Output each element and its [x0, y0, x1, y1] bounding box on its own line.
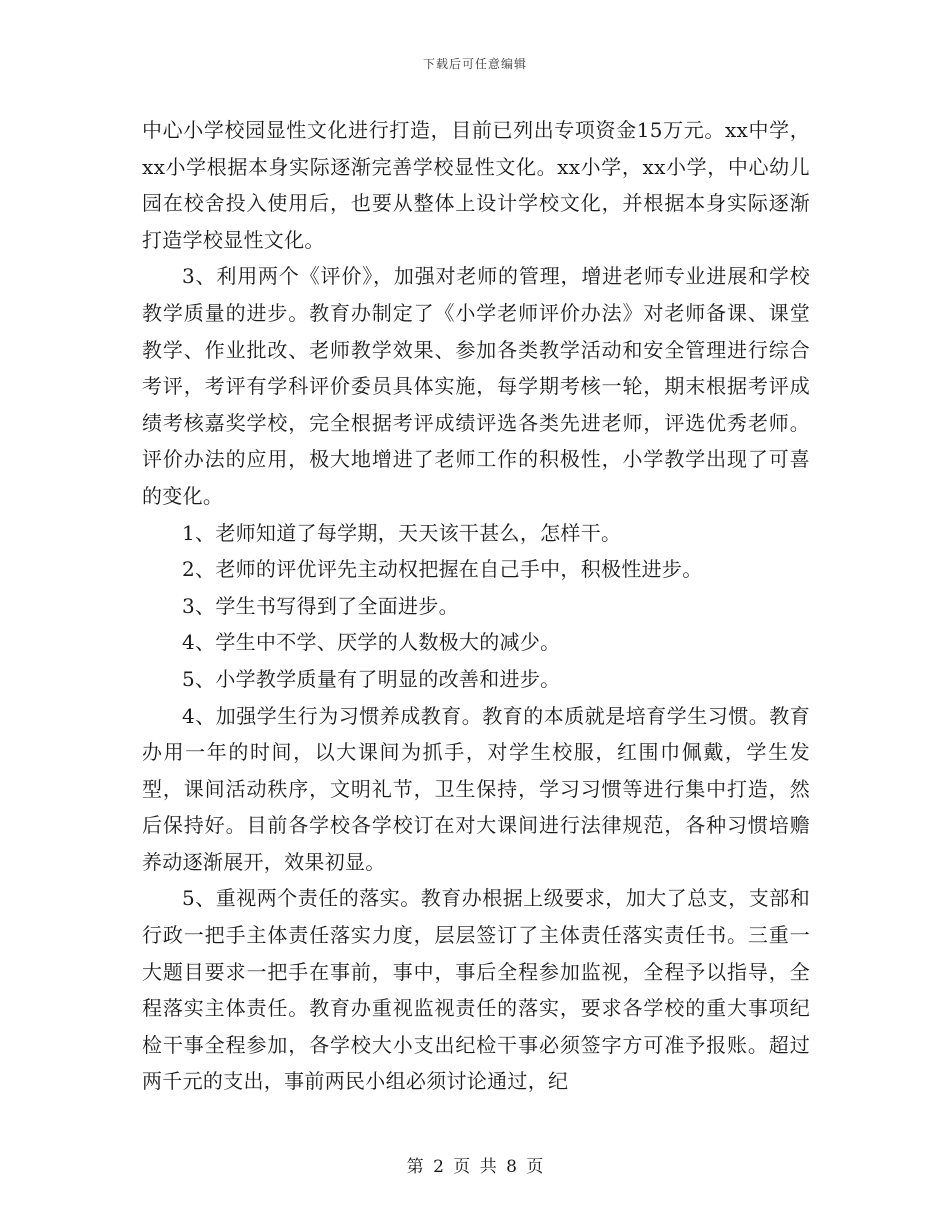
- paragraph: 3、利用两个《评价》，加强对老师的管理，增进老师专业进展和学校教学质量的进步。教育办制定了《小学老师评价办法》对老师备课、课堂教学、作业批改、老师教学效果、参加各类教学活动和安全管理进行综合考评，考评有学科评价委员具体实施，每学期考核一轮，期末根据考评成绩考核嘉奖学校，完全根据考评成绩评选各类先进老师，评选优秀老师。评价办法的应用，极大地增进了老师工作的积极性，小学教学出现了可喜的变化。: [142, 264, 810, 508]
- page-number: 第 2 页 共 8 页: [406, 1157, 544, 1177]
- list-item: 1、老师知道了每学期，天天该干甚么，怎样干。: [182, 520, 622, 545]
- paragraph: 中心小学校园显性文化进行打造，目前已列出专项资金15万元。xx中学，xx小学根据本身实际逐渐完善学校显性文化。xx小学，xx小学，中心幼儿园在校舍投入使用后，也要从整体上设计学校文化，并根据本身实际逐渐打造学校显性文化。: [142, 118, 810, 252]
- list-item: 2、老师的评优评先主动权把握在自己手中，积极性进步。: [182, 557, 703, 582]
- page-header: 下载后可任意编辑: [422, 57, 527, 71]
- document-body: [142, 112, 810, 1100]
- list-item: 3、学生书写得到了全面进步。: [182, 593, 459, 618]
- paragraph: 4、加强学生行为习惯养成教育。教育的本质就是培育学生习惯。教育办用一年的时间，以大课间为抓手，对学生校服，红围巾佩戴，学生发型，课间活动秩序，文明礼节，卫生保持，学习习惯等进行集中打造，然后保持好。目前各学校各学校订在对大课间进行法律规范，各种习惯培赡养动逐渐展开，效果初显。: [142, 703, 810, 874]
- list-item: 5、小学教学质量有了明显的改善和进步。: [182, 666, 561, 691]
- paragraph: 5、重视两个责任的落实。教育办根据上级要求，加大了总支，支部和行政一把手主体责任落实力度，层层签订了主体责任落实责任书。三重一大题目要求一把手在事前，事中，事后全程参加监视，全程予以指导，全程落实主体责任。教育办重视监视责任的落实，要求各学校的重大事项纪检干事全程参加，各学校大小支出纪检干事必须签字方可准予报账。超过两千元的支出，事前两民小组必须讨论通过，纪: [142, 886, 810, 1094]
- list-item: 4、学生中不学、厌学的人数极大的减少。: [182, 630, 561, 655]
